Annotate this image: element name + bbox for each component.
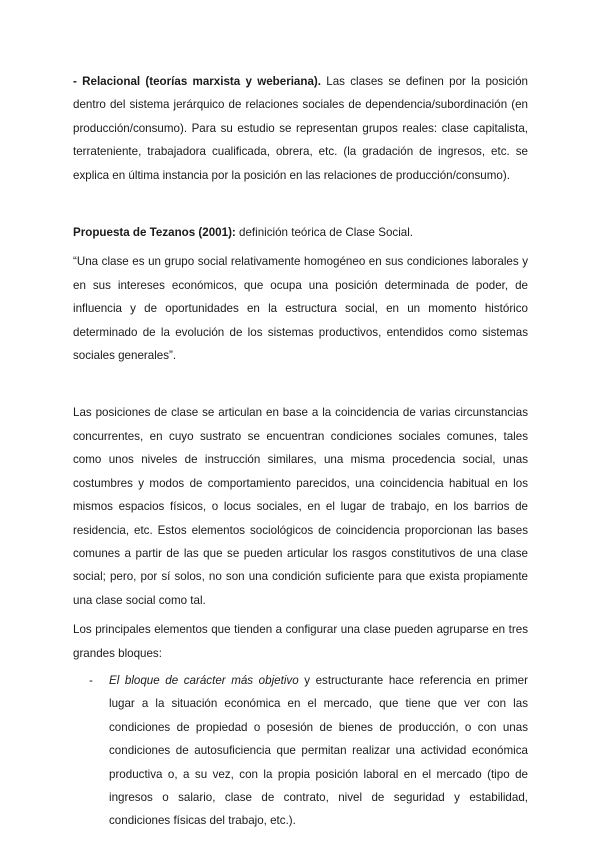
heading-tezanos: Propuesta de Tezanos (2001): [73, 226, 236, 240]
text-tezanos: definición teórica de Clase Social. [235, 226, 414, 240]
bullet-dash: - [89, 673, 93, 687]
spacer [73, 367, 528, 401]
document-body [73, 70, 528, 833]
paragraph-tezanos [73, 221, 528, 244]
bullet-body: y estructurante hace referencia en primer lugar a la situación económica en el mercado, que tiene que ver con las condiciones de propiedad o posesión de bienes de producción, o con unas condiciones de autosuficiencia que permitan realizar una actividad económica productiva o, a su vez, con la propia posición laboral en el mercado (tipo de ingresos o salario, clase de contrato, nivel de seguridad y estabilidad, condiciones físicas del trabajo, etc.). [109, 673, 528, 828]
bullet-italic-lead: El bloque de carácter más objetivo [109, 673, 299, 687]
bullet-text [109, 669, 528, 833]
paragraph-posiciones: Las posiciones de clase se articulan en base a la coincidencia de varias circunstancias concurrentes, en cuyo sustrato se encuentran condiciones sociales comunes, tales como unos niveles de instrucción similares, una misma procedencia social, unas costumbres y modos de comportamiento parecidos, una coincidencia habitual en los mismos espacios físicos, o locus sociales, en el lugar de trabajo, en los barrios de residencia, etc. Estos elementos sociológicos de coincidencia proporcionan las bases comunes a partir de las que se pueden articular los rasgos constitutivos de una clase social; pero, por sí solos, no son una condición suficiente para que exista propiamente una clase social como tal. [73, 406, 528, 607]
list-item-bloque-objetivo [73, 669, 528, 833]
quote-definition: “Una clase es un grupo social relativamente homogéneo en sus condiciones laborales y en sus intereses económicos, que ocupa una posición determinada de poder, de influencia y de oportunidades en la estructura social, en un momento histórico determinado de la evolución de los sistemas productivos, entendidos como sistemas sociales generales”. [73, 255, 528, 363]
heading-relacional: - Relacional (teorías marxista y weberiana). [73, 75, 321, 88]
text-relacional: Las clases se definen por la posición dentro del sistema jerárquico de relaciones sociales de dependencia/subordinación (en producción/consumo). Para su estudio se representan grupos reales: clase capitalista, terrateniente, trabajadora cualificada, obrera, etc. (la gradación de ingresos, etc. se explica en última instancia por la posición en las relaciones de producción/consumo). [73, 75, 528, 182]
paragraph-elementos: Los principales elementos que tienden a configurar una clase pueden agruparse en tres grandes bloques: [73, 623, 528, 660]
spacer [73, 187, 528, 221]
paragraph-relacional [73, 70, 528, 187]
